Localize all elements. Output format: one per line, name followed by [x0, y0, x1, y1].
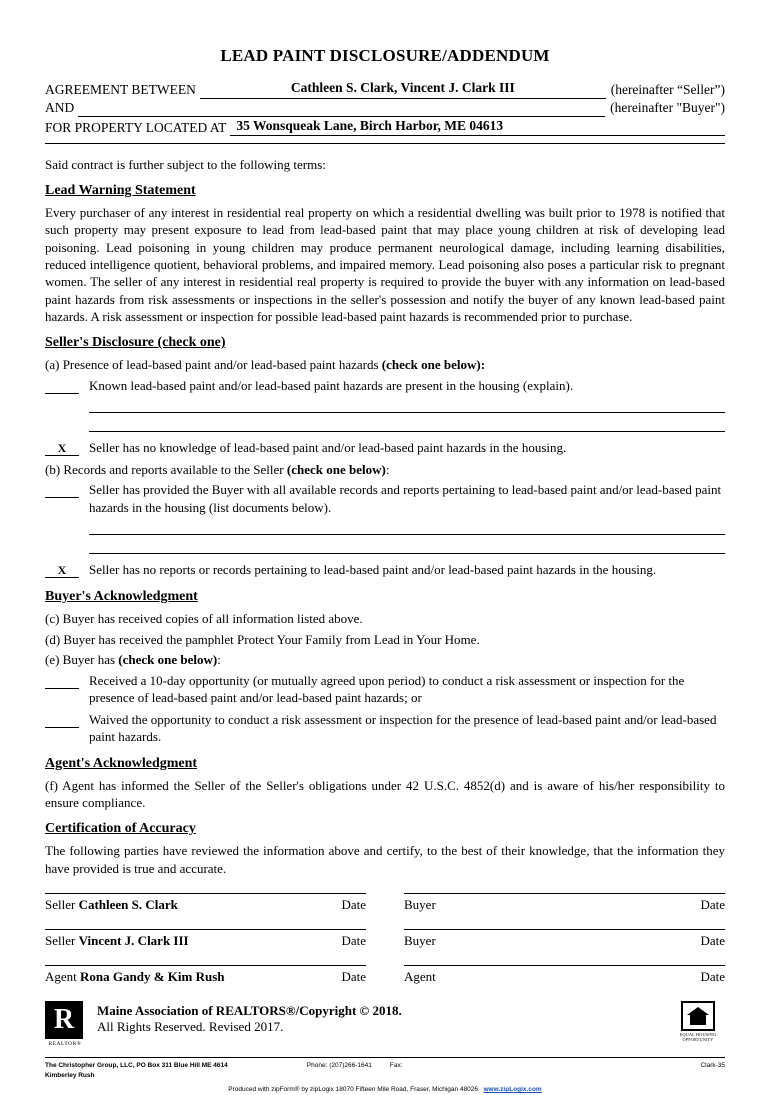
lead-warning-body: Every purchaser of any interest in residential real property on which a residential dwelling was built prior to 1978 is notified that such property may present exposure to lead from lead-based paint that may place young children at risk of developing lead poisoning. Lead poisoning in young children may produce permanent neurological damage, including learning disabilities, reduced intelligence quotient, behavioral problems, and impaired memory. Lead poisoning also poses a particular risk to pregnant women. The seller of any interest in residential real property is required to provide the buyer with any information on lead-based paint hazards from risk assessments or inspections in the seller's possession and notify the buyer of any known lead-based paint hazards. A risk assessment or inspection for possible lead-based paint hazards is recommended prior to purchase. [45, 205, 725, 324]
date-label: Date [700, 932, 725, 948]
agreement-and-label: AND [45, 100, 75, 115]
date-label: Date [341, 932, 366, 948]
form-id: Clark-35 [700, 1061, 725, 1069]
buyer-item-e-prefix: (e) Buyer has [45, 652, 116, 668]
date-label: Date [700, 968, 725, 984]
seller-item-b-bold: (check one below) [286, 461, 386, 477]
signature-line[interactable] [45, 929, 366, 930]
seller-option-b2-checkbox[interactable]: X [45, 564, 79, 578]
seller-option-a2-text: Seller has no knowledge of lead-based paint and/or lead-based paint hazards in the housing. [89, 440, 567, 456]
seller-disclosure-heading: Seller's Disclosure (check one) [45, 335, 226, 351]
seller-option-b1-text: Seller has provided the Buyer with all available records and reports pertaining to lead-based paint and/or lead-based paint hazards in the housing (list documents below). [89, 482, 722, 515]
agent-name-1: Rona Gandy & Kim Rush [80, 968, 225, 984]
seller-name-1: Cathleen S. Clark [78, 896, 178, 912]
seller-label-1: Seller [45, 896, 76, 912]
buyer-option-e1[interactable] [45, 672, 725, 707]
date-label: Date [700, 896, 725, 912]
seller-signature-1[interactable] [45, 893, 366, 913]
signature-line[interactable] [404, 965, 725, 966]
signature-line[interactable] [404, 893, 725, 894]
seller-option-a2-checkbox[interactable]: X [45, 442, 79, 456]
seller-item-a-text: Presence of lead-based paint and/or lead-based paint hazards [62, 357, 379, 373]
signature-row [45, 965, 725, 985]
property-row [45, 118, 725, 136]
agent-item-f: (f) Agent has informed the Seller of the Seller's obligations under 42 U.S.C. 4852(d) and is aware of his/her responsibility to ensure compliance. [45, 777, 725, 811]
association-copyright: Maine Association of REALTORS®/Copyright © 2018. [97, 1002, 402, 1018]
fax-label: Fax: [389, 1061, 403, 1069]
buyer-label-1: Buyer [404, 896, 436, 912]
seller-item-b-prefix: (b) [45, 461, 61, 477]
seller-item-b-text: Records and reports available to the Seller [63, 461, 284, 477]
association-text [97, 1001, 659, 1035]
buyer-item-e [45, 651, 725, 669]
fine-print-footer [45, 1057, 725, 1095]
equal-housing-label: EQUAL HOUSING OPPORTUNITY [679, 1031, 717, 1043]
certification-body: The following parties have reviewed the information above and certify, to the best of their knowledge, that the information they have provided is true and accurate. [45, 843, 725, 876]
seller-suffix-label: (hereinafter “Seller”) [610, 82, 725, 97]
seller-option-b2-text: Seller has no reports or records pertaining to lead-based paint and/or lead-based paint hazards in the housing. [89, 562, 657, 578]
signature-table [45, 893, 725, 985]
agent-acknowledgment-heading: Agent's Acknowledgment [45, 755, 198, 771]
agreement-header [45, 80, 725, 144]
brokerage-phone [307, 1061, 579, 1071]
date-label: Date [341, 968, 366, 984]
seller-name-2: Vincent J. Clark III [78, 932, 189, 948]
seller-option-a1-text: Known lead-based paint and/or lead-based paint hazards are present in the housing (explain). [89, 377, 574, 393]
buyer-option-e1-text: Received a 10-day opportunity (or mutually agreed upon period) to conduct a risk assessment or inspection for the presence of lead-based paint and/or lead-based paint hazards; or [89, 672, 685, 706]
seller-option-a1-checkbox[interactable] [45, 380, 79, 394]
seller-documents-line-1[interactable] [89, 523, 725, 535]
agreement-buyer-row [45, 100, 725, 117]
equal-housing-logo [671, 1001, 725, 1043]
buyer-option-e2[interactable] [45, 711, 725, 746]
header-divider [45, 138, 725, 144]
certification-heading: Certification of Accuracy [45, 821, 196, 837]
seller-option-b1-checkbox[interactable] [45, 484, 79, 498]
buyer-suffix-label: (hereinafter "Buyer") [610, 100, 725, 115]
buyer-item-e-bold: (check one below) [118, 652, 218, 668]
property-address-field[interactable]: 35 Wonsqueak Lane, Birch Harbor, ME 04613 [230, 118, 725, 136]
seller-option-a2[interactable] [45, 439, 725, 457]
realtor-wordmark: REALTOR® [48, 1040, 82, 1047]
agent-signature-1[interactable] [45, 965, 366, 985]
buyer-signature-2[interactable] [404, 929, 725, 949]
brokerage-line-1: The Christopher Group, LLC, PO Box 311 Blue Hill ME 4614 [45, 1061, 228, 1069]
produced-with-text: Produced with zipForm® by zipLogix 18070 Fifteen Mile Road, Fraser, Michigan 48026 [228, 1086, 479, 1094]
buyer-option-e2-text: Waived the opportunity to conduct a risk assessment or inspection for the presence of lead-based paint and/or lead-based paint hazards. [89, 711, 717, 745]
seller-item-b [45, 461, 725, 479]
buyer-acknowledgment-heading: Buyer's Acknowledgment [45, 588, 198, 604]
seller-item-b-colon: : [385, 461, 390, 477]
intro-text: Said contract is further subject to the following terms: [45, 156, 326, 172]
brokerage-line-2: Kimberley Rush [45, 1071, 95, 1079]
equal-housing-icon [681, 1001, 715, 1031]
buyer-option-e1-checkbox[interactable] [45, 675, 79, 689]
seller-item-a-prefix: (a) [45, 357, 60, 373]
realtor-icon: R [45, 1001, 83, 1039]
seller-signature-2[interactable] [45, 929, 366, 949]
signature-row [45, 893, 725, 913]
property-located-label: FOR PROPERTY LOCATED AT [45, 119, 227, 135]
agreement-seller-row [45, 80, 725, 99]
signature-line[interactable] [45, 893, 366, 894]
phone-label: Phone: (207)266-1641 [306, 1061, 372, 1069]
association-rights: All Rights Reserved. Revised 2017. [97, 1018, 284, 1034]
buyer-item-d: (d) Buyer has received the pamphlet Protect Your Family from Lead in Your Home. [45, 631, 480, 647]
seller-item-a-bold: (check one below): [381, 357, 486, 373]
signature-row [45, 929, 725, 949]
signature-line[interactable] [45, 965, 366, 966]
seller-option-a1[interactable] [45, 377, 725, 395]
buyer-item-c: (c) Buyer has received copies of all information listed above. [45, 610, 363, 626]
buyer-option-e2-checkbox[interactable] [45, 714, 79, 728]
signature-line[interactable] [404, 929, 725, 930]
seller-documents-line-2[interactable] [89, 542, 725, 554]
seller-names-field[interactable]: Cathleen S. Clark, Vincent J. Clark III [200, 80, 606, 99]
seller-item-a [45, 356, 725, 374]
date-label: Date [341, 896, 366, 912]
seller-label-2: Seller [45, 932, 76, 948]
seller-explain-line-1[interactable] [89, 401, 725, 413]
agent-label-1: Agent [45, 968, 77, 984]
buyer-label-2: Buyer [404, 932, 436, 948]
lead-warning-heading: Lead Warning Statement [45, 183, 196, 199]
ziplogix-link[interactable]: www.zipLogix.com [483, 1086, 542, 1094]
seller-option-b1[interactable] [45, 481, 725, 516]
seller-explain-line-2[interactable] [89, 420, 725, 432]
agent-signature-2[interactable] [404, 965, 725, 985]
buyer-names-field[interactable] [78, 100, 605, 117]
buyer-item-e-colon: : [217, 652, 221, 668]
seller-option-b2[interactable] [45, 561, 725, 579]
buyer-signature-1[interactable] [404, 893, 725, 913]
produced-with-line [45, 1085, 725, 1095]
agent-label-2: Agent [404, 968, 436, 984]
page-title: LEAD PAINT DISCLOSURE/ADDENDUM [220, 46, 550, 65]
agreement-between-label: AGREEMENT BETWEEN [45, 82, 196, 97]
